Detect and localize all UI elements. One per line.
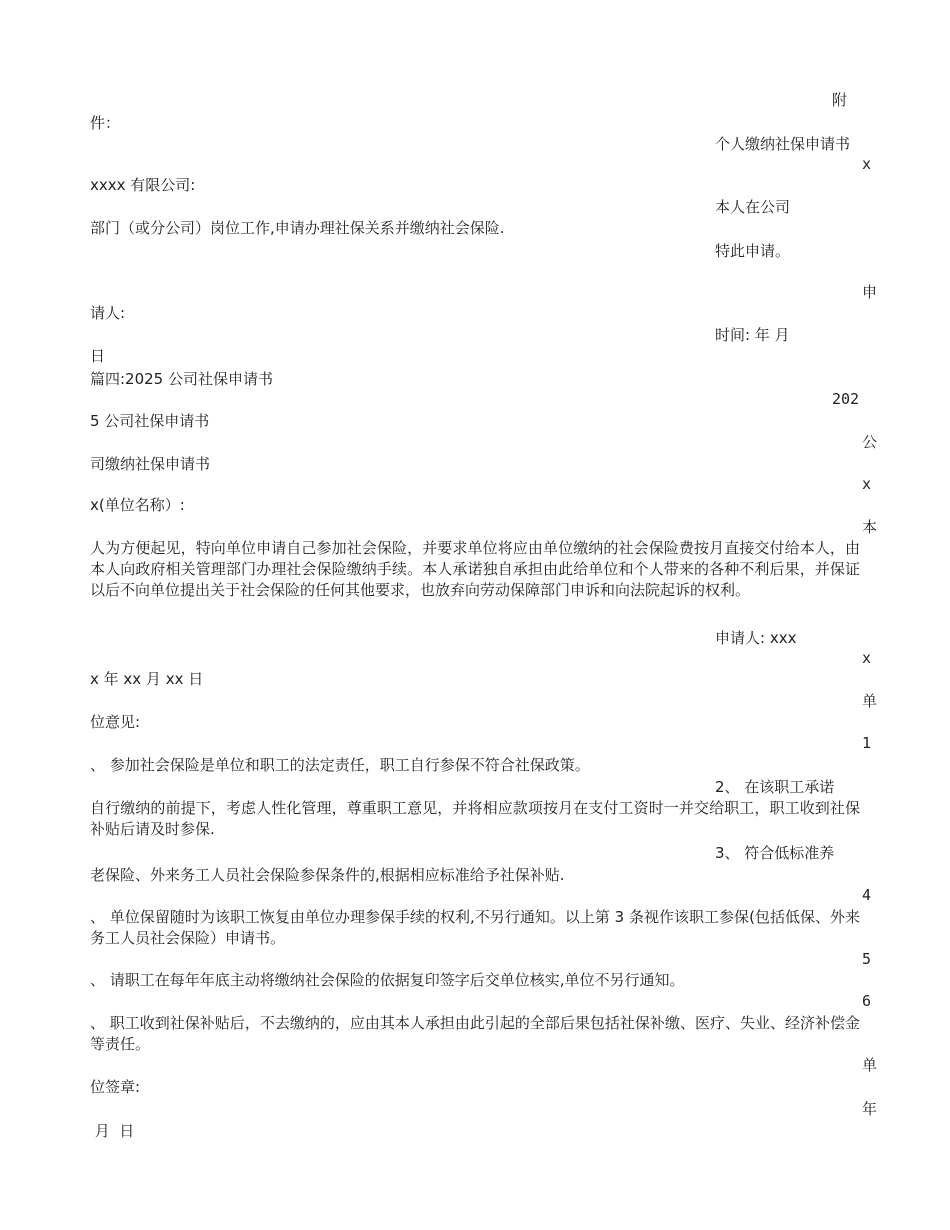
text-shijian: 时间: 年 月 bbox=[715, 326, 790, 344]
text-num6: 6 bbox=[862, 992, 872, 1010]
text-teci: 特此申请。 bbox=[715, 242, 791, 260]
text-num4: 4 bbox=[862, 886, 872, 904]
text-danwei: x(单位名称）: bbox=[90, 496, 185, 514]
company-addressee: xxxx 有限公司: bbox=[90, 176, 196, 194]
text-ben: 本 bbox=[862, 518, 878, 536]
text-dan2: 单 bbox=[862, 1056, 878, 1074]
text-dept: 部门（或分公司）岗位工作,申请办理社保关系并缴纳社会保险. bbox=[90, 219, 505, 237]
doc-title-company: 5 公司社保申请书 bbox=[90, 412, 210, 430]
text-jian: 件： bbox=[90, 114, 121, 132]
text-gong: 公 bbox=[862, 433, 878, 451]
text-qingren: 请人: bbox=[90, 304, 126, 322]
text-x2: x bbox=[862, 475, 872, 493]
text-num1: 1 bbox=[862, 734, 872, 752]
item-6: 、 职工收到社保补贴后，不去缴纳的，应由其本人承担由此引起的全部后果包括社保补缴、医疗、失业、经济补偿金等责任。 bbox=[90, 1014, 860, 1053]
doc-title-payment: 司缴纳社保申请书 bbox=[90, 455, 211, 473]
text-applicant: 申请人: xxx bbox=[715, 629, 797, 647]
item-2-start: 2、 在该职工承诺 bbox=[715, 778, 835, 796]
text-202: 202 bbox=[832, 390, 860, 408]
doc-title-personal: 个人缴纳社保申请书 bbox=[715, 135, 851, 153]
text-weiyijian: 位意见: bbox=[90, 713, 141, 731]
text-yueri: 月 日 bbox=[90, 1122, 135, 1140]
text-date: x 年 xx 月 xx 日 bbox=[90, 670, 204, 688]
text-x1: x bbox=[862, 155, 872, 173]
text-shen: 申 bbox=[862, 283, 878, 301]
section-heading-pian4: 篇四:2025 公司社保申请书 bbox=[90, 370, 273, 388]
text-benren: 本人在公司 bbox=[715, 198, 791, 216]
item-2-body: 自行缴纳的前提下，考虑人性化管理，尊重职工意见，并将相应款项按月在支付工资时一并交给职工，职工收到社保补贴后请及时参保. bbox=[90, 799, 860, 838]
item-3-body: 老保险、外来务工人员社会保险参保条件的,根据相应标准给予社保补贴. bbox=[90, 866, 565, 884]
item-4: 、 单位保留随时为该职工恢复由单位办理参保手续的权利,不另行通知。以上第 3 条视作该职工参保(包括低保、外来务工人员社会保险）申请书。 bbox=[90, 908, 860, 947]
text-fu: 附 bbox=[832, 91, 848, 109]
item-5: 、 请职工在每年年底主动将缴纳社会保险的依据复印签字后交单位核实,单位不另行通知。 bbox=[90, 971, 685, 989]
text-x3: x bbox=[862, 649, 872, 667]
text-signature: 位签章: bbox=[90, 1078, 141, 1096]
text-dan1: 单 bbox=[862, 692, 878, 710]
text-ri: 日 bbox=[90, 347, 106, 365]
text-num5: 5 bbox=[862, 950, 872, 968]
paragraph-request: 人为方便起见，特向单位申请自己参加社会保险，并要求单位将应由单位缴纳的社会保险费按月直接交付给本人，由本人向政府相关管理部门办理社会保险缴纳手续。本人承诺独自承担由此给单位和个人带来的各种不利后果，并保证以后不向单位提出关于社会保险的任何其他要求，也放弃向劳动保障部门申诉和向法院起诉的权利。 bbox=[90, 539, 860, 599]
item-1: 、 参加社会保险是单位和职工的法定责任，职工自行参保不符合社保政策。 bbox=[90, 756, 590, 774]
text-nian: 年 bbox=[862, 1100, 878, 1118]
item-3-start: 3、 符合低标准养 bbox=[715, 844, 835, 862]
